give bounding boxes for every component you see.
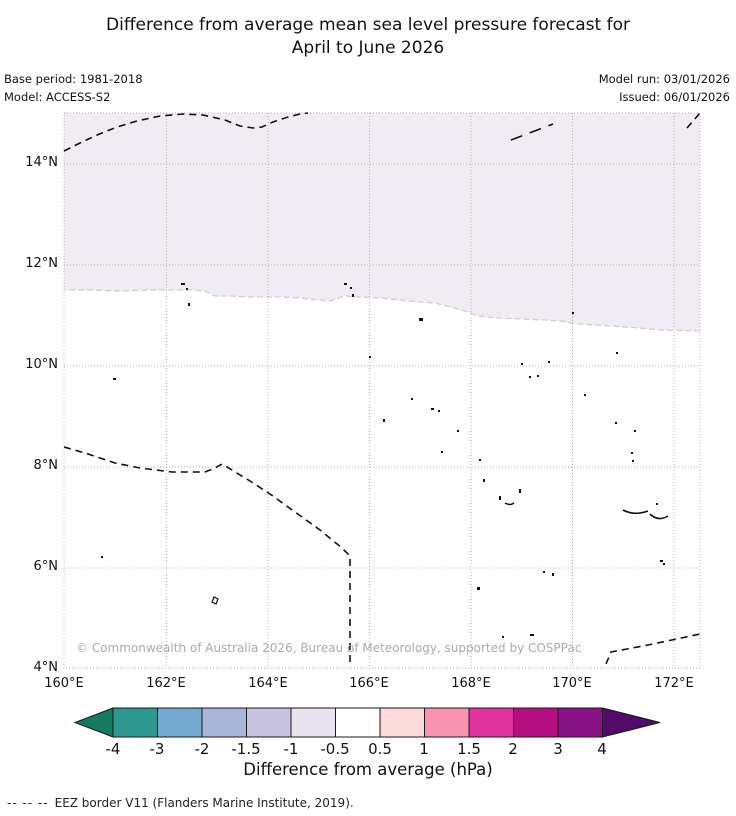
model-text: Model: ACCESS-S2: [4, 89, 111, 104]
ytick-10n: 10°N: [25, 357, 58, 372]
colorbar-cell-7: [425, 708, 470, 737]
cbtick-neg1: -1: [283, 740, 299, 758]
cbtick-1-5: 1.5: [457, 740, 481, 758]
colorbar-cell-4: [291, 708, 336, 737]
xtick-172e: 172°E: [654, 676, 694, 691]
eez-border-central: [64, 447, 350, 662]
cbtick-0-5: 0.5: [368, 740, 392, 758]
ytick-6n: 6°N: [33, 559, 58, 574]
cbtick-neg1-5: -1.5: [231, 740, 261, 758]
colorbar-cell-6: [380, 708, 425, 737]
colorbar-cell-3: [247, 708, 292, 737]
ytick-4n: 4°N: [33, 660, 58, 675]
colorbar-label: Difference from average (hPa): [243, 760, 493, 779]
ytick-14n: 14°N: [25, 155, 58, 170]
xtick-160e: 160°E: [44, 676, 84, 691]
cbtick-2: 2: [508, 740, 518, 758]
cbtick-neg0-5: -0.5: [320, 740, 350, 758]
copyright-text: © Commonwealth of Australia 2026, Bureau of Meteorology, supported by COSPPac: [76, 641, 582, 655]
cbtick-4: 4: [597, 740, 607, 758]
model-run-text: Model run: 03/01/2026: [598, 72, 730, 86]
eez-legend: [7, 796, 354, 810]
eez-legend-dash-sample: -- -- --: [7, 796, 49, 810]
eez-legend-label: EEZ border V11 (Flanders Marine Institute, 2019).: [54, 796, 354, 810]
ytick-8n: 8°N: [33, 458, 58, 473]
cbtick-neg4: -4: [105, 740, 121, 758]
cbtick-1: 1: [419, 740, 429, 758]
xtick-162e: 162°E: [146, 676, 186, 691]
colorbar-cells: [113, 708, 603, 737]
colorbar-cell-10: [558, 708, 603, 737]
xtick-164e: 164°E: [248, 676, 288, 691]
colorbar-cell-9: [514, 708, 559, 737]
colorbar-cell-1: [158, 708, 203, 737]
island-kosrae: [212, 597, 218, 604]
xtick-168e: 168°E: [451, 676, 491, 691]
base-period-text: Base period: 1981-2018: [4, 72, 143, 86]
colorbar-left-arrow: [75, 708, 113, 737]
eez-border-southeast: [606, 634, 700, 664]
title-line-1: Difference from average mean sea level pressure forecast for: [106, 15, 630, 35]
island-markers: [101, 283, 668, 638]
colorbar-cell-5: [336, 708, 381, 737]
cbtick-neg2: -2: [194, 740, 210, 758]
xtick-166e: 166°E: [349, 676, 389, 691]
colorbar: [0, 701, 736, 741]
cbtick-3: 3: [553, 740, 563, 758]
xtick-170e: 170°E: [552, 676, 592, 691]
colorbar-cell-2: [202, 708, 247, 737]
ytick-12n: 12°N: [25, 256, 58, 271]
colorbar-cell-8: [469, 708, 514, 737]
title-line-2: April to June 2026: [291, 38, 445, 58]
colorbar-cell-0: [113, 708, 158, 737]
issued-text: Issued: 06/01/2026: [619, 89, 730, 104]
colorbar-right-arrow: [603, 708, 661, 737]
cbtick-neg3: -3: [149, 740, 165, 758]
